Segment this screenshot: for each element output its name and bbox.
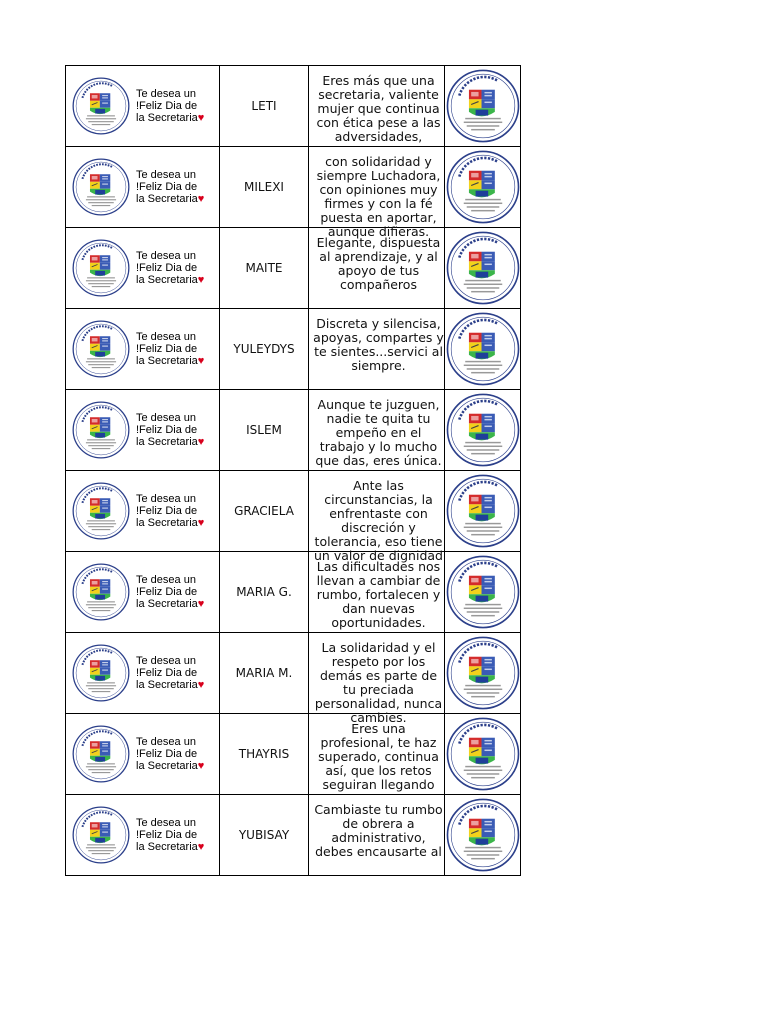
message-cell: [309, 471, 445, 563]
name-cell: [220, 309, 309, 390]
logo-cell: [445, 228, 521, 309]
greeting-line-3: la Secretaria♥: [136, 436, 205, 448]
message-cell: [309, 228, 445, 309]
greeting-line-1: Te desea un: [136, 88, 196, 100]
name-cell: [220, 390, 309, 471]
greeting-line-2: !Feliz Dia de: [136, 505, 198, 517]
greeting-line-2: !Feliz Dia de: [136, 748, 198, 760]
greeting-line-3: la Secretaria♥: [136, 193, 205, 205]
greeting-text: [136, 250, 204, 286]
message-cell: [309, 147, 445, 239]
secretary-name: MARIA M.: [235, 666, 293, 680]
greeting-line-1: Te desea un: [136, 331, 196, 343]
table-row: [66, 228, 521, 309]
dedication-message: La solidaridad y el respeto por los demás es parte de tu preciada personalidad, nunca cambies.: [314, 640, 443, 725]
union-seal-icon: [72, 158, 130, 216]
name-cell: [220, 552, 309, 633]
secretary-name: MARIA G.: [236, 585, 292, 599]
union-seal-large-icon: [446, 636, 520, 710]
dedication-message: con solidaridad y siempre Luchadora, con opiniones muy firmes y con la fé puesta en aportar, aunque difieras.: [316, 154, 441, 239]
greeting-line-1: Te desea un: [136, 250, 196, 262]
greeting-line-2: !Feliz Dia de: [136, 586, 198, 598]
union-seal-icon: [72, 77, 130, 135]
greeting-line-3: la Secretaria♥: [136, 517, 205, 529]
greeting-line-3: la Secretaria♥: [136, 355, 205, 367]
heart-icon: ♥: [197, 355, 205, 367]
greeting-text: [136, 655, 204, 691]
heart-icon: ♥: [197, 274, 205, 286]
greeting-text: [136, 169, 204, 205]
logo-cell: [445, 309, 521, 390]
logo-cell: [445, 795, 521, 876]
message-cell: [309, 66, 445, 147]
secretary-day-table: [65, 65, 521, 876]
secretary-name: LETI: [251, 99, 277, 113]
dedication-message: Discreta y silencisa, apoyas, compartes y te sientes...servici al siempre.: [313, 316, 444, 373]
table-row: [66, 147, 521, 228]
union-seal-large-icon: [446, 393, 520, 467]
secretary-name: ISLEM: [246, 423, 282, 437]
table-row: [66, 390, 521, 471]
greeting-line-3: la Secretaria♥: [136, 679, 205, 691]
heart-icon: ♥: [197, 517, 205, 529]
union-seal-icon: [72, 563, 130, 621]
secretary-name: YUBISAY: [238, 828, 290, 842]
heart-icon: ♥: [197, 436, 205, 448]
greeting-cell: [66, 633, 220, 714]
greeting-cell: [66, 147, 220, 228]
union-seal-large-icon: [446, 69, 520, 143]
greeting-cell: [66, 228, 220, 309]
union-seal-icon: [72, 239, 130, 297]
heart-icon: ♥: [197, 112, 205, 124]
greeting-text: [136, 574, 204, 610]
name-cell: [220, 147, 309, 228]
heart-icon: ♥: [197, 841, 205, 853]
greeting-line-1: Te desea un: [136, 169, 196, 181]
union-seal-large-icon: [446, 717, 520, 791]
union-seal-large-icon: [446, 555, 520, 629]
logo-cell: [445, 552, 521, 633]
greeting-cell: [66, 390, 220, 471]
greeting-line-3: la Secretaria♥: [136, 760, 205, 772]
union-seal-large-icon: [446, 312, 520, 386]
union-seal-icon: [72, 320, 130, 378]
table-row: [66, 714, 521, 795]
greeting-line-2: !Feliz Dia de: [136, 262, 198, 274]
greeting-text: [136, 736, 204, 772]
logo-cell: [445, 633, 521, 714]
greeting-line-1: Te desea un: [136, 493, 196, 505]
table-row: [66, 552, 521, 633]
greeting-text: [136, 817, 204, 853]
secretary-name: GRACIELA: [234, 504, 294, 518]
greeting-text: [136, 88, 204, 124]
greeting-cell: [66, 309, 220, 390]
union-seal-icon: [72, 806, 130, 864]
message-cell: [309, 795, 445, 876]
union-seal-large-icon: [446, 798, 520, 872]
greeting-line-3: la Secretaria♥: [136, 112, 205, 124]
table-body: [66, 66, 521, 876]
greeting-line-2: !Feliz Dia de: [136, 100, 198, 112]
secretary-name: THAYRIS: [238, 747, 290, 761]
union-seal-icon: [72, 401, 130, 459]
greeting-text: [136, 331, 204, 367]
name-cell: [220, 795, 309, 876]
dedication-message: Eres más que una secretaria, valiente mujer que continua con ética pese a las adversidades,: [316, 73, 441, 144]
table-row: [66, 66, 521, 147]
greeting-line-1: Te desea un: [136, 817, 196, 829]
greeting-line-3: la Secretaria♥: [136, 598, 205, 610]
dedication-message: Eres una profesional, te haz superado, continua así, que los retos seguiran llegando: [318, 721, 439, 792]
logo-cell: [445, 147, 521, 228]
message-cell: [309, 309, 445, 390]
greeting-line-3: la Secretaria♥: [136, 274, 205, 286]
greeting-line-2: !Feliz Dia de: [136, 181, 198, 193]
greeting-line-2: !Feliz Dia de: [136, 667, 198, 679]
dedication-message: Las dificultades nos llevan a cambiar de rumbo, fortalecen y dan nuevas oportunidades.: [316, 559, 441, 630]
table-row: [66, 471, 521, 552]
table-row: [66, 633, 521, 714]
union-seal-icon: [72, 725, 130, 783]
union-seal-large-icon: [446, 150, 520, 224]
logo-cell: [445, 714, 521, 795]
message-cell: [309, 714, 445, 795]
secretary-name: MILEXI: [244, 180, 284, 194]
greeting-cell: [66, 795, 220, 876]
secretary-name: MAITE: [245, 261, 283, 275]
name-cell: [220, 471, 309, 552]
union-seal-large-icon: [446, 474, 520, 548]
secretary-name: YULEYDYS: [233, 342, 295, 356]
greeting-text: [136, 493, 204, 529]
table-row: [66, 795, 521, 876]
dedication-message: Cambiaste tu rumbo de obrera a administrativo, debes encausarte al: [314, 802, 443, 859]
heart-icon: ♥: [197, 760, 205, 772]
greeting-line-2: !Feliz Dia de: [136, 829, 198, 841]
union-seal-icon: [72, 644, 130, 702]
greeting-line-1: Te desea un: [136, 574, 196, 586]
dedication-message: Ante las circunstancias, la enfrentaste con discreción y tolerancia, eso tiene un valor de dignidad: [314, 478, 443, 563]
greeting-line-1: Te desea un: [136, 655, 196, 667]
logo-cell: [445, 66, 521, 147]
name-cell: [220, 714, 309, 795]
greeting-line-3: la Secretaria♥: [136, 841, 205, 853]
greeting-line-1: Te desea un: [136, 736, 196, 748]
heart-icon: ♥: [197, 679, 205, 691]
heart-icon: ♥: [197, 598, 205, 610]
logo-cell: [445, 390, 521, 471]
greeting-line-2: !Feliz Dia de: [136, 424, 198, 436]
greeting-line-1: Te desea un: [136, 412, 196, 424]
greeting-line-2: !Feliz Dia de: [136, 343, 198, 355]
greeting-cell: [66, 471, 220, 552]
union-seal-icon: [72, 482, 130, 540]
message-cell: [309, 552, 445, 633]
greeting-cell: [66, 66, 220, 147]
greeting-cell: [66, 714, 220, 795]
table-row: [66, 309, 521, 390]
greeting-text: [136, 412, 204, 448]
name-cell: [220, 228, 309, 309]
name-cell: [220, 66, 309, 147]
message-cell: [309, 633, 445, 725]
message-cell: [309, 390, 445, 471]
logo-cell: [445, 471, 521, 552]
heart-icon: ♥: [197, 193, 205, 205]
name-cell: [220, 633, 309, 714]
union-seal-large-icon: [446, 231, 520, 305]
dedication-message: Aunque te juzguen, nadie te quita tu empeño en el trabajo y lo mucho que das, eres única.: [315, 397, 442, 468]
greeting-cell: [66, 552, 220, 633]
dedication-message: Elegante, dispuesta al aprendizaje, y al apoyo de tus compañeros: [316, 235, 441, 292]
